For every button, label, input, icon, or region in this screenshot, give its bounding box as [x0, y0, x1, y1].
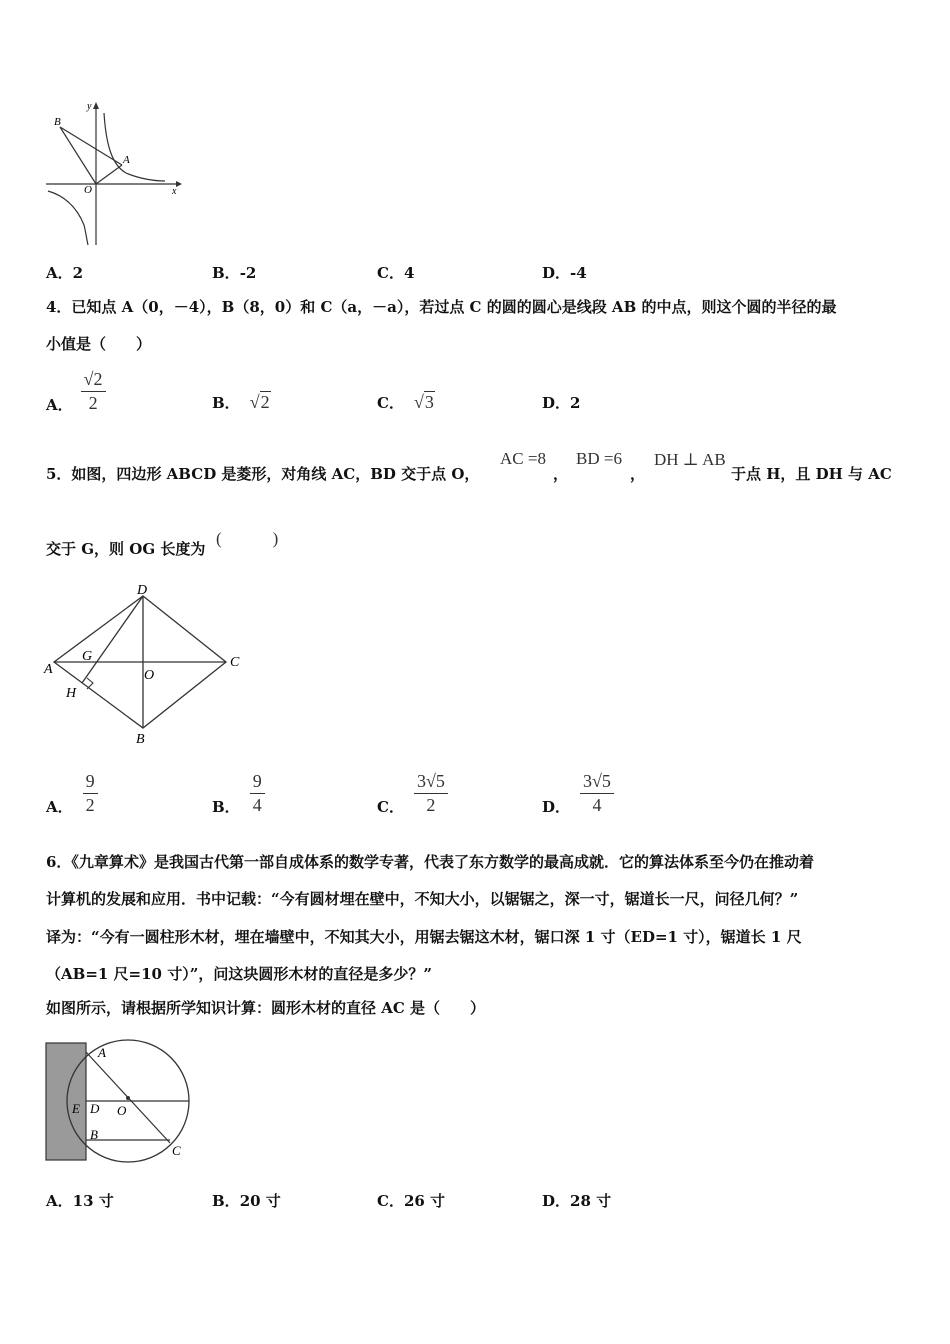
option-letter: C． — [377, 394, 404, 412]
option-letter: B． — [212, 394, 240, 412]
q5-comma-1: ， — [553, 465, 569, 483]
q3-option-c[interactable] — [377, 262, 414, 283]
option-letter: B． — [212, 1192, 240, 1210]
q5-option-a[interactable] — [46, 770, 98, 817]
q4-option-a[interactable] — [46, 368, 106, 415]
hyperbola-branch-3 — [48, 191, 88, 245]
option-letter: D． — [542, 394, 571, 412]
option-letter: A． — [46, 1192, 73, 1210]
point-a-label: A — [98, 1045, 106, 1060]
point-a-label: A — [123, 154, 130, 166]
option-letter: A． — [46, 264, 73, 282]
fraction — [250, 772, 265, 815]
timber-in-wall-figure — [40, 1035, 200, 1165]
point-b-label: B — [90, 1127, 98, 1142]
segment-ab — [60, 127, 122, 165]
numerator: 3√5 — [414, 772, 448, 794]
radicand: 3 — [424, 392, 434, 412]
q5-stem-line2: 交于 G，则 OG 长度为 — [46, 540, 206, 558]
q5-comma-2: ， — [630, 465, 646, 483]
q6-option-b[interactable] — [212, 1190, 281, 1211]
q5-math-dh: DH ⊥ AB — [654, 450, 726, 469]
option-text: -2 — [239, 264, 257, 282]
denominator: 2 — [88, 393, 98, 413]
point-h-label: H — [66, 686, 77, 701]
q6-stem-line1: 6．《九章算术》是我国古代第一部自成体系的数学专著，代表了东方数学的最高成就．它的算法体系至今仍在推动着 — [46, 853, 814, 871]
option-text: 20 寸 — [239, 1192, 281, 1210]
rhombus-figure — [40, 582, 250, 747]
option-text: 2 — [72, 264, 84, 282]
q5-math-ac: AC =8 — [500, 449, 546, 468]
option-text: 13 寸 — [72, 1192, 114, 1210]
segment-dh — [82, 596, 143, 683]
q5-math-bd: BD =6 — [576, 449, 622, 468]
radicand: 2 — [260, 392, 270, 412]
numerator: 9 — [250, 772, 265, 794]
q3-option-a[interactable] — [46, 262, 83, 283]
option-text: 2 — [570, 394, 581, 412]
q5-stem-line1b: 于点 H，且 DH 与 AC — [731, 465, 892, 483]
option-letter: A． — [46, 396, 73, 414]
option-text: 4 — [403, 264, 415, 282]
y-axis-label: y — [87, 101, 92, 112]
q3-option-b[interactable] — [212, 262, 256, 283]
q5-answer-paren: ( ) — [216, 529, 279, 548]
option-letter: B． — [212, 264, 240, 282]
right-angle-mark — [87, 678, 93, 689]
point-b-label: B — [136, 732, 145, 747]
segment-ob — [60, 127, 96, 184]
q5-option-d[interactable] — [542, 770, 614, 817]
option-letter: C． — [377, 798, 404, 816]
denominator: 4 — [252, 795, 262, 815]
q4-option-d[interactable] — [542, 392, 580, 413]
q6-stem-line3: 译为：“今有一圆柱形木材，埋在墙壁中，不知其大小，用锯去锯这木材，锯口深 1 寸（ED=1 寸），锯道长 1 尺 — [46, 928, 802, 946]
numerator: 9 — [83, 772, 98, 794]
x-axis-arrow — [176, 181, 182, 187]
fraction — [580, 772, 614, 815]
q4-option-b[interactable] — [212, 392, 271, 413]
center-point — [126, 1096, 130, 1100]
hyperbola-figure — [40, 95, 190, 250]
q6-stem-line5: 如图所示，请根据所学知识计算：圆形木材的直径 AC 是（ ） — [46, 999, 486, 1017]
square-root: √3 — [413, 392, 434, 412]
point-a-label: A — [44, 662, 53, 677]
option-letter: D． — [542, 264, 571, 282]
option-letter: D． — [542, 1192, 571, 1210]
option-text: -4 — [570, 264, 587, 282]
point-c-label: C — [230, 655, 240, 670]
point-d-label: D — [90, 1101, 100, 1116]
q3-option-d[interactable] — [542, 262, 587, 283]
y-axis-arrow — [93, 102, 99, 109]
option-text: 26 寸 — [403, 1192, 446, 1210]
q4-stem-line2: 小值是（ ） — [46, 335, 152, 353]
point-d-label: D — [137, 583, 148, 598]
option-letter: C． — [377, 1192, 404, 1210]
denominator: 4 — [592, 795, 602, 815]
point-c-label: C — [172, 1143, 181, 1158]
option-letter: D． — [542, 798, 571, 816]
option-text: 28 寸 — [570, 1192, 612, 1210]
option-letter: A． — [46, 798, 73, 816]
denominator: 2 — [426, 795, 436, 815]
q6-option-a[interactable] — [46, 1190, 114, 1211]
fraction — [81, 370, 106, 413]
square-root: √2 — [249, 392, 270, 412]
point-e-label: E — [72, 1101, 80, 1116]
numerator: √2 — [81, 370, 106, 392]
option-letter: C． — [377, 264, 404, 282]
denominator: 2 — [85, 795, 95, 815]
numerator: 3√5 — [580, 772, 614, 794]
q6-option-c[interactable] — [377, 1190, 445, 1211]
x-axis-label: x — [172, 186, 177, 197]
q5-option-c[interactable] — [377, 770, 448, 817]
q6-option-d[interactable] — [542, 1190, 611, 1211]
fraction — [414, 772, 448, 815]
q4-option-c[interactable] — [377, 392, 435, 413]
origin-label: O — [84, 184, 92, 196]
q4-stem-line1: 4．已知点 A（0，－4），B（8，0）和 C（a，－a），若过点 C 的圆的圆心是线段 AB 的中点，则这个圆的半径的最 — [46, 298, 837, 316]
point-g-label: G — [82, 649, 93, 664]
fraction — [83, 772, 98, 815]
point-b-label: B — [54, 116, 61, 128]
point-o-label: O — [117, 1103, 127, 1118]
option-letter: B． — [212, 798, 240, 816]
wall — [46, 1043, 86, 1160]
q6-stem-line4: （AB=1 尺=10 寸）”，问这块圆形木材的直径是多少？” — [46, 965, 432, 983]
q6-stem-line2: 计算机的发展和应用．书中记载：“今有圆材埋在壁中，不知大小，以锯锯之，深一寸，锯道长一尺，问径几何？” — [46, 890, 799, 908]
point-o-label: O — [144, 668, 155, 683]
q5-stem-line1a: 5．如图，四边形 ABCD 是菱形，对角线 AC，BD 交于点 O， — [46, 465, 480, 483]
segment-oa — [96, 165, 122, 184]
q5-option-b[interactable] — [212, 770, 265, 817]
